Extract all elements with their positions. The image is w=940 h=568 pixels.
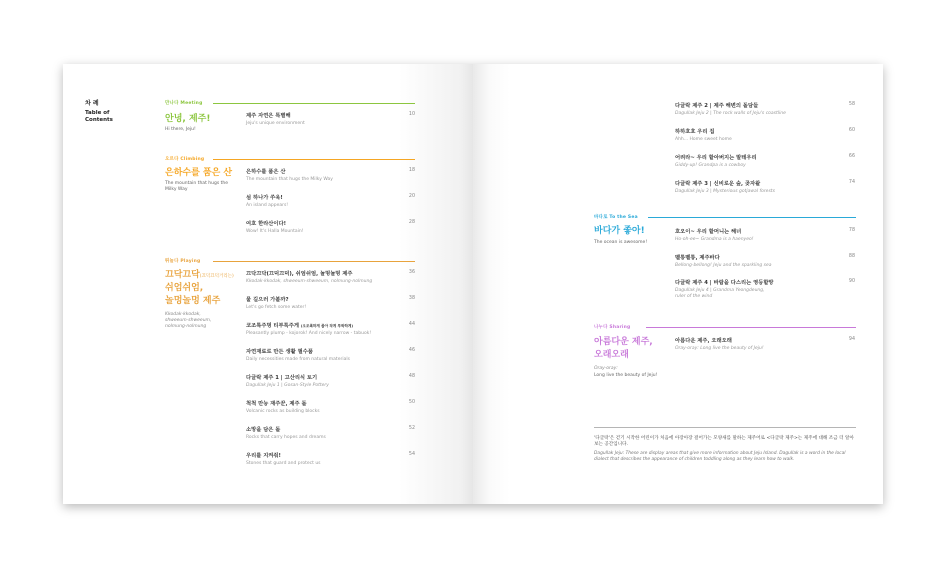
section-title-meeting: 안녕, 제주!: [165, 114, 211, 124]
section-subtitle-sharing: Long live the beauty of Jeju!: [594, 373, 658, 378]
section-subtitle-meeting: Hi there, Jeju!: [165, 127, 196, 132]
toc-entry-subtitle: Ho-oh-ee~ Grandma is a haenyeo!: [675, 237, 754, 242]
toc-page-number: 78: [848, 228, 855, 233]
section-title-playing-line1: 끄닥끄닥(끄덕끄덕거리는): [165, 270, 234, 280]
toc-entry-subtitle: Bellong-bellong! Jeju and the sparkling sea: [675, 263, 772, 268]
toc-entry-subtitle: The mountain that hugs the Milky Way: [246, 177, 333, 182]
toc-page-number: 20: [408, 194, 415, 199]
toc-entry-title[interactable]: 하하호호 우리 집: [675, 129, 715, 135]
toc-entry-title[interactable]: 다글락 제주 4 | 바람을 다스리는 영등할망: [675, 280, 774, 286]
toc-entry-title[interactable]: 우리를 지켜줘!: [246, 453, 281, 459]
toc-entry-subtitle: Pleasantly plump - kojorok! And nicely narrow - tabuok!: [246, 331, 372, 336]
toc-page-number: 28: [408, 220, 415, 225]
section-divider-meeting: [213, 103, 415, 104]
toc-page-number: 74: [848, 180, 855, 185]
section-subtitle-climbing: The mountain that hugs the Milky Way: [165, 181, 228, 192]
section-subtitle-sea: The ocean is awesome!: [594, 240, 648, 245]
toc-entry-title[interactable]: 은하수를 품은 산: [246, 169, 286, 175]
toc-page-number: 10: [408, 112, 415, 117]
toc-entry-subtitle: Volcanic rocks as building blocks: [246, 409, 320, 414]
toc-entry-title[interactable]: 다글락 제주 3 | 신비로운 숲, 곶자왈: [675, 181, 761, 187]
toc-page-number: 18: [408, 168, 415, 173]
left-page: [63, 64, 473, 504]
toc-page-number: 90: [848, 279, 855, 284]
toc-page-number: 44: [408, 322, 415, 327]
section-divider-sea: [648, 217, 856, 218]
section-divider-climbing: [213, 159, 415, 160]
toc-title-en: Table of Contents: [85, 110, 113, 123]
toc-entry-title[interactable]: 다글락 제주 1 | 고산리식 토기: [246, 375, 318, 381]
toc-page-number: 66: [848, 154, 855, 159]
toc-entry-subtitle: Let's go fetch some water!: [246, 305, 307, 310]
toc-page-number: 46: [408, 348, 415, 353]
section-header-sea: 바다로 To the Sea: [594, 215, 638, 220]
toc-entry-subtitle: Oray-oray: Long live the beauty of Jeju!: [675, 346, 764, 351]
toc-entry-title[interactable]: 호오이~ 우리 할머니는 해녀: [675, 229, 742, 235]
section-title-playing-line2: 쉬엄쉬엄,: [165, 283, 204, 293]
section-title-sharing-line2: 오래오래: [594, 350, 629, 360]
note-divider: [594, 427, 856, 428]
section-title-playing-line3: 놀멍놀멍 제주: [165, 296, 221, 306]
section-header-sharing: 나누다 Sharing: [594, 325, 631, 330]
toc-title-ko: 차 례: [85, 100, 99, 107]
section-divider-playing: [213, 261, 415, 262]
toc-entry-title[interactable]: 소망을 담은 돌: [246, 427, 281, 433]
toc-entry-subtitle: Rocks that carry hopes and dreams: [246, 435, 326, 440]
section-title-sea: 바다가 좋아!: [594, 226, 645, 236]
toc-entry-title[interactable]: 벨롱벨롱, 제주바다: [675, 255, 720, 261]
toc-entry-title[interactable]: 코조록주멍 티부룩주게 (오조록하게 좁아 작게 투박하게): [246, 323, 354, 329]
toc-entry-title[interactable]: 자연재료로 만든 생활 필수품: [246, 349, 313, 355]
toc-page-number: 38: [408, 296, 415, 301]
section-header-playing: 뛰놀다 Playing: [165, 259, 201, 264]
toc-entry-subtitle: Kkodak-kkodak, shweeum-shweeum, nolmung-nolmung: [246, 279, 373, 284]
toc-entry-title[interactable]: 어려라~ 우리 할아버지는 말테우리: [675, 155, 757, 161]
section-divider-sharing: [646, 327, 856, 328]
toc-entry-title[interactable]: 끄닥끄닥(끄덕끄덕), 쉬엄쉬엄, 놀멍놀멍 제주: [246, 271, 353, 277]
toc-page-number: 52: [408, 426, 415, 431]
section-header-meeting: 만나다 Meeting: [165, 101, 203, 106]
toc-entry-title[interactable]: 물 길으러 가볼까?: [246, 297, 289, 303]
toc-entry-title[interactable]: 제주 자연은 특별해: [246, 113, 291, 119]
toc-entry-subtitle: Jeju's unique environment: [246, 121, 305, 126]
right-page: [473, 64, 883, 504]
toc-entry-title[interactable]: 척척 만능 재주꾼, 제주 돌: [246, 401, 307, 407]
toc-entry-subtitle: Wow! It's Halla Mountain!: [246, 229, 304, 234]
section-title-sharing-line1: 아름다운 제주,: [594, 337, 653, 347]
toc-page-number: 60: [848, 128, 855, 133]
toc-page-number: 94: [848, 337, 855, 342]
toc-entry-title[interactable]: 아름다운 제주, 오래오래: [675, 338, 732, 344]
section-subtitle-playing: Kkodak-kkodak, shweeum-shweeum, nolmung-nolmung: [165, 312, 212, 329]
section-title-climbing: 은하수를 품은 산: [165, 168, 233, 178]
toc-entry-subtitle: Stones that guard and protect us: [246, 461, 321, 466]
book-spread: [63, 64, 883, 504]
toc-entry-subtitle: Daily necessities made from natural materials: [246, 357, 350, 362]
toc-entry-subtitle: Dagullak Jeju 4 | Grandma Yeongdeung, ruler of the wind: [675, 288, 765, 299]
note-english: Dagullak Jeju: These are display areas that give more information about Jeju Island. Dagullak is a word in the local dialect that describes the appearance of children toddling along as they learn how to walk.: [594, 451, 846, 462]
toc-entry-title[interactable]: 섬 하나가 쑤욱!: [246, 195, 283, 201]
toc-entry-subtitle: Dagullak Jeju 2 | The rock walls of Jeju's coastline: [675, 111, 786, 116]
toc-page-number: 88: [848, 254, 855, 259]
toc-entry-subtitle: Dagullak Jeju 1 | Gosan-Style Pottery: [246, 383, 329, 388]
toc-page-number: 48: [408, 374, 415, 379]
toc-page-number: 50: [408, 400, 415, 405]
toc-page-number: 54: [408, 452, 415, 457]
toc-entry-subtitle: Giddy-up! Grandpa is a cowboy: [675, 163, 746, 168]
toc-page-number: 36: [408, 270, 415, 275]
toc-entry-title[interactable]: 다글락 제주 2 | 제주 해변의 돌담들: [675, 103, 759, 109]
section-subtitle-sharing-it: Oray-oray:: [594, 366, 618, 371]
toc-entry-subtitle: Dagullak Jeju 3 | Mysterious gotjawal forests: [675, 189, 775, 194]
section-header-climbing: 오르다 Climbing: [165, 157, 205, 162]
toc-entry-title[interactable]: 여호 한라산이다!: [246, 221, 287, 227]
note-korean: '다글락'은 걷기 시작한 어린이가 처음에 아장아장 걸어가는 모양새를 말하는 제주어로 <다글락 제주>는 제주에 대해 조금 더 알아보는 공간입니다.: [594, 436, 854, 448]
toc-entry-subtitle: An island appears!: [246, 203, 289, 208]
toc-page-number: 58: [848, 102, 855, 107]
toc-entry-subtitle: Ahh... Home sweet home: [675, 137, 732, 142]
